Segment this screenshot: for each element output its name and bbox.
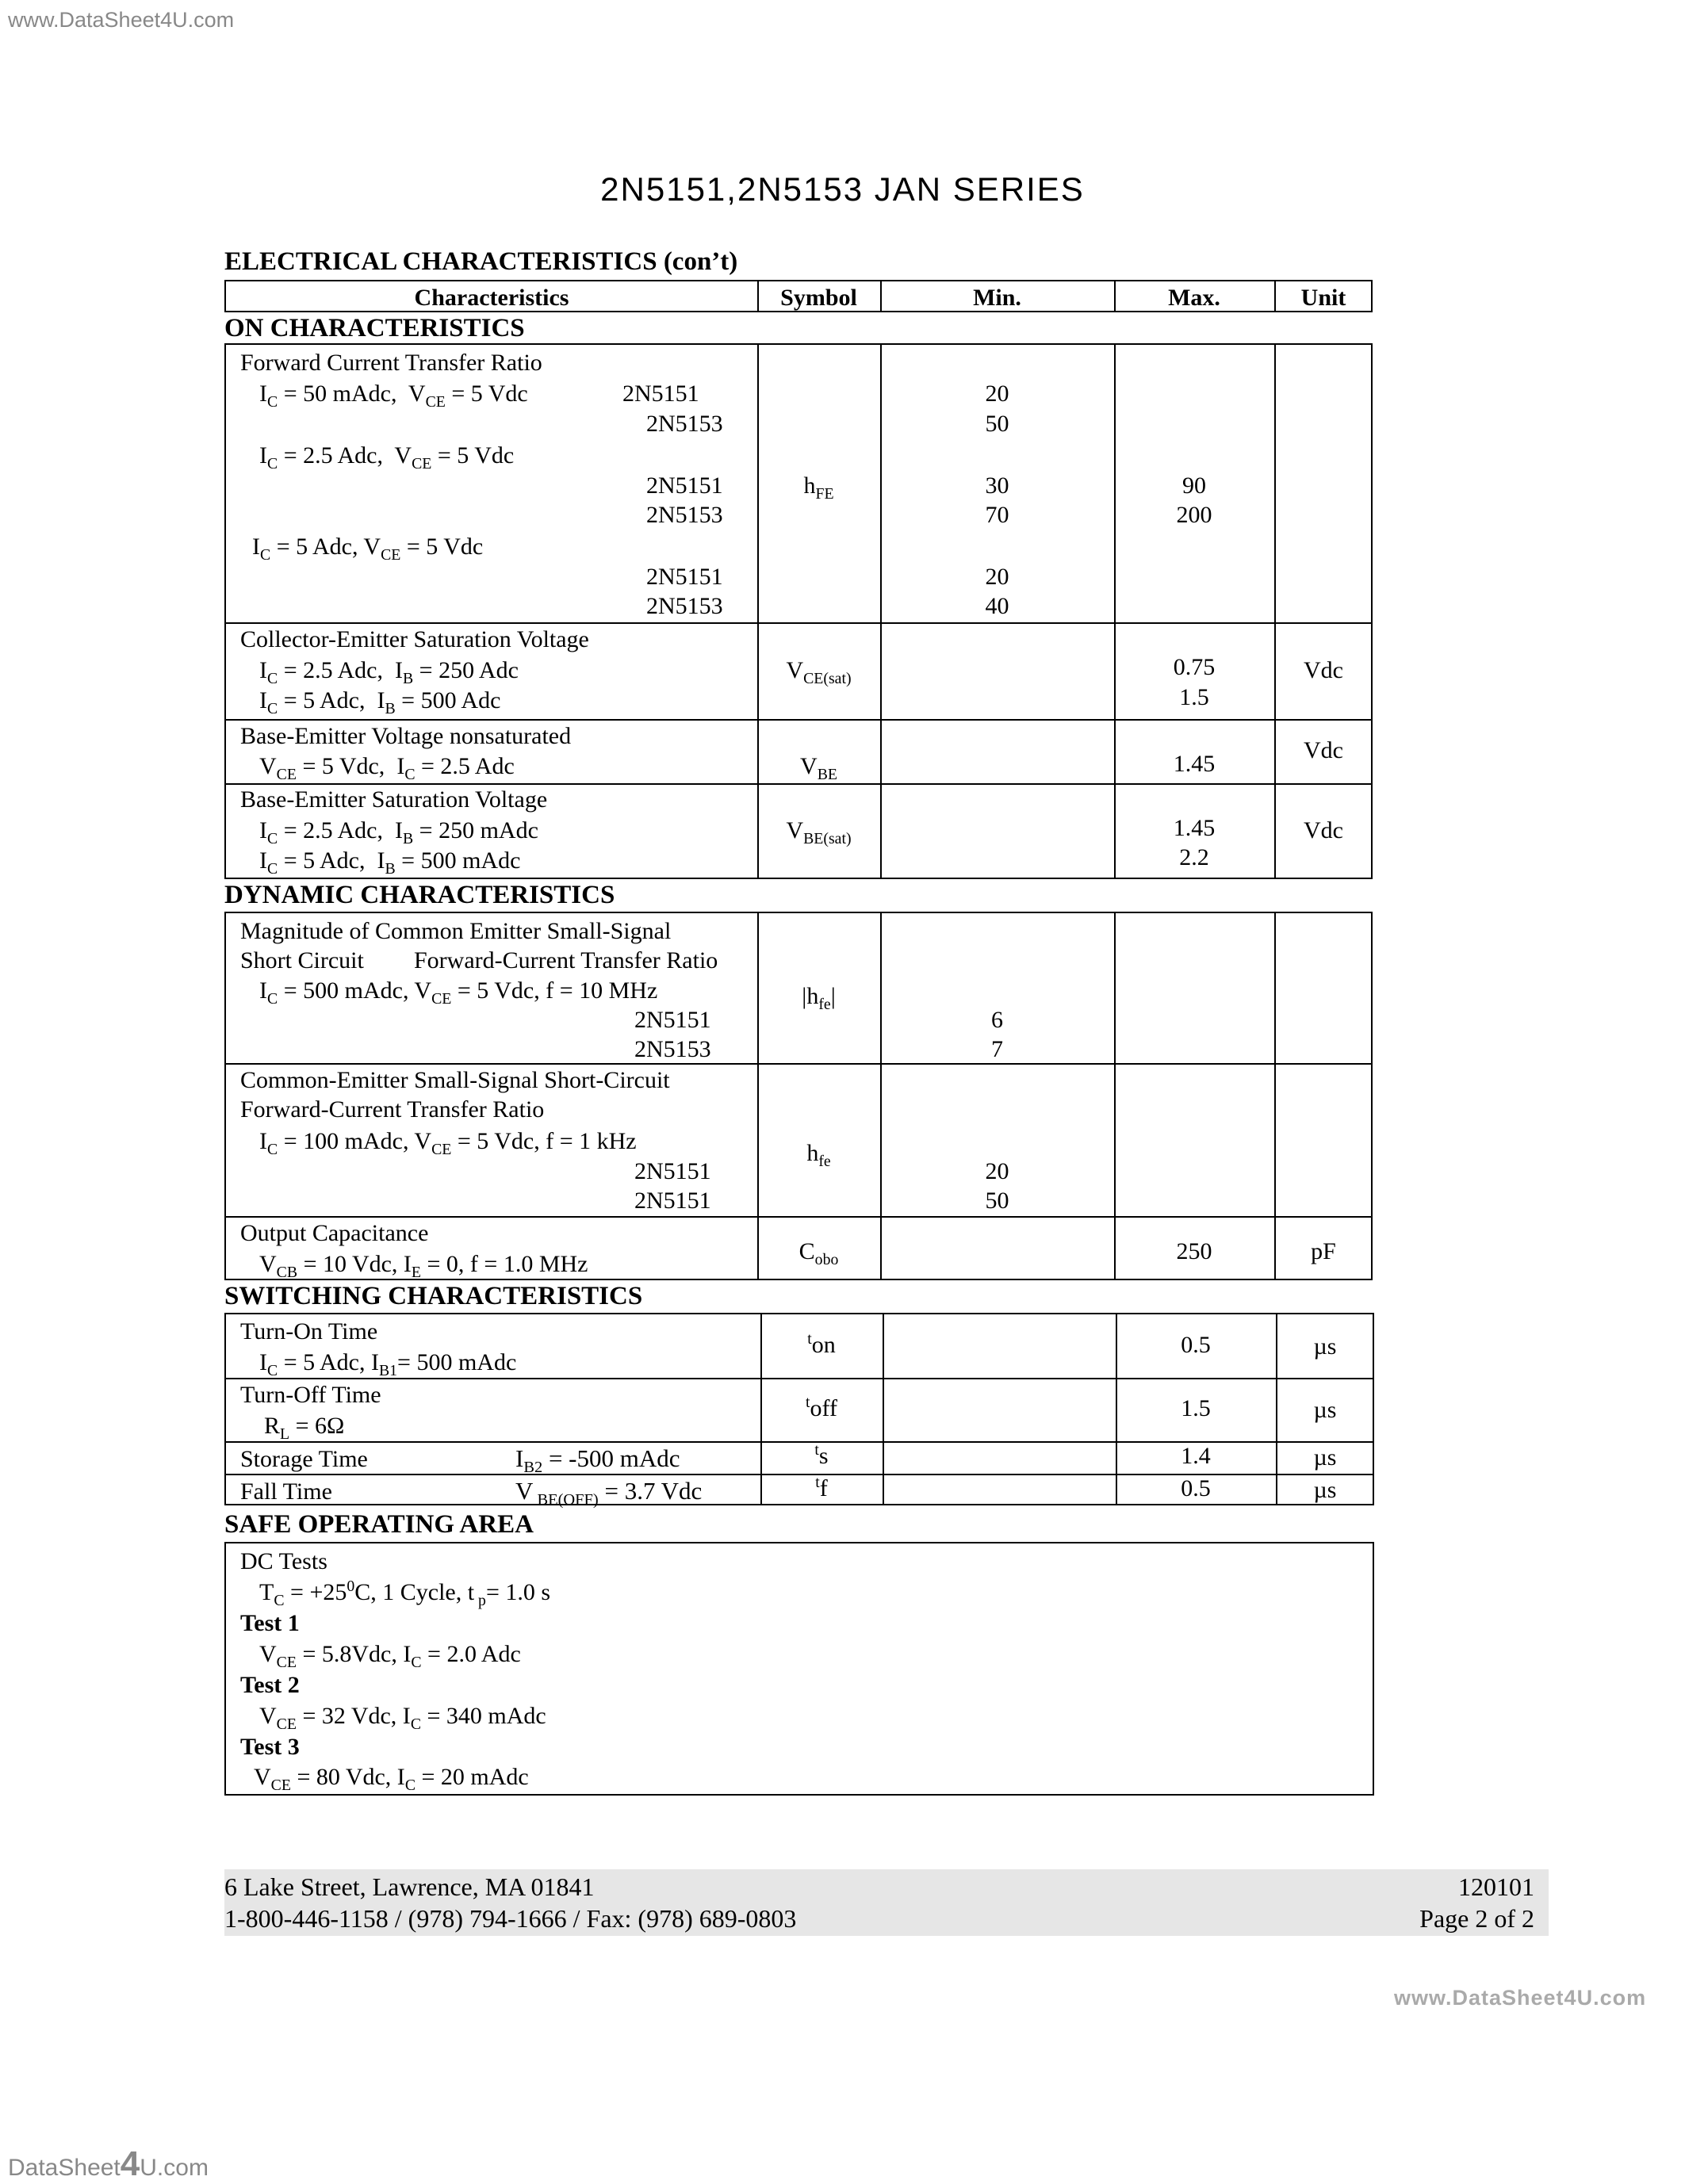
hfe-mag-part-2: 2N5153: [634, 1036, 711, 1062]
soa-box: [224, 1542, 1374, 1796]
toff-symbol: $^t$off: [806, 1394, 837, 1421]
cobo-unit: pF: [1311, 1238, 1336, 1264]
watermark-bottom-pre: DataSheet: [8, 2155, 121, 2181]
ton-cond: $I_C = 5$ Adc, $I_{B1}= 500$ mAdc: [259, 1349, 517, 1379]
tf-label: Fall Time: [240, 1478, 332, 1505]
hfe-ss-label-2: Forward-Current Transfer Ratio: [240, 1096, 545, 1123]
section-dynamic: DYNAMIC CHARACTERISTICS: [224, 881, 615, 909]
hfe-ss-part-1: 2N5151: [634, 1158, 711, 1184]
toff-cond: $R_L = 6\Omega$: [264, 1413, 345, 1443]
vbesat-label: Base-Emitter Saturation Voltage: [240, 786, 548, 813]
ton-unit: µs: [1313, 1333, 1337, 1360]
cobo-label: Output Capacitance: [240, 1220, 429, 1246]
col-unit: Unit: [1300, 285, 1346, 311]
hfe-max-2: 200: [1176, 502, 1212, 528]
hfe-min-6: 40: [985, 593, 1009, 619]
dynamic-table: [224, 912, 1373, 1280]
vbe-unit: Vdc: [1304, 737, 1343, 763]
vcesat-cond-1: $I_C = 2.5$ Adc, $I_B = 250$ Adc: [259, 657, 519, 687]
hfe-ss-min-1: 20: [985, 1158, 1009, 1184]
switching-table: [224, 1313, 1374, 1509]
hfe-mag-label-2a: Short Circuit: [240, 947, 364, 973]
hfe-mag-label-2b: Forward-Current Transfer Ratio: [414, 947, 718, 973]
ts-max: 1.4: [1181, 1443, 1211, 1469]
soa-test1-cond: $V_{CE} = 5.8Vdc$, $I_C = 2.0$ Adc: [259, 1641, 521, 1671]
hfe-mag-label-1: Magnitude of Common Emitter Small-Signal: [240, 918, 672, 944]
col-max: Max.: [1168, 285, 1220, 311]
col-symbol: Symbol: [780, 285, 857, 311]
footer-page: Page 2 of 2: [1419, 1904, 1534, 1933]
vbesat-max-1: 1.45: [1173, 815, 1216, 841]
hfe-label: Forward Current Transfer Ratio: [240, 350, 542, 376]
hfe-min-2: 50: [985, 411, 1009, 437]
vcesat-max-1: 0.75: [1173, 654, 1216, 680]
section-soa: SAFE OPERATING AREA: [224, 1510, 534, 1539]
vbe-label: Base-Emitter Voltage nonsaturated: [240, 723, 572, 749]
cobo-max: 250: [1176, 1238, 1212, 1264]
toff-max: 1.5: [1181, 1395, 1211, 1421]
soa-dc: DC Tests: [240, 1548, 327, 1574]
watermark-bottom-post: U.com: [140, 2155, 209, 2181]
footer-address: 6 Lake Street, Lawrence, MA 01841: [224, 1872, 595, 1901]
tf-symbol: $^t$f: [815, 1474, 828, 1501]
ton-label: Turn-On Time: [240, 1318, 378, 1344]
hfe-mag-cond: $I_C = 500$ mAdc, $V_{CE} = 5$ Vdc, f = 10 MHz: [259, 977, 658, 1008]
footer-code: 120101: [1458, 1872, 1534, 1901]
col-min: Min.: [973, 285, 1021, 311]
vbesat-symbol: $V_{BE(sat)}$: [786, 817, 852, 847]
hfe-part-2: 2N5153: [646, 411, 723, 437]
hfe-mag-symbol: $|h_{fe}|$: [802, 983, 836, 1013]
cobo-symbol: $C_{obo}$: [798, 1238, 839, 1268]
vbesat-cond-2: $I_C = 5$ Adc, $I_B = 500$ mAdc: [259, 847, 521, 878]
soa-test3: Test 3: [240, 1734, 300, 1760]
tf-cond: V $_{BE(OFF)}$ = 3.7 Vdc: [515, 1477, 703, 1509]
vcesat-symbol: $V_{CE(sat)}$: [786, 657, 852, 687]
hfe-ss-label-1: Common-Emitter Small-Signal Short-Circuit: [240, 1067, 670, 1093]
soa-test1: Test 1: [240, 1610, 300, 1636]
hfe-mag-part-1: 2N5151: [634, 1007, 711, 1033]
soa-test2: Test 2: [240, 1672, 300, 1698]
hfe-min-3: 30: [985, 472, 1009, 499]
vbe-max: 1.45: [1173, 751, 1216, 777]
section-switching: SWITCHING CHARACTERISTICS: [224, 1282, 643, 1310]
ts-label: Storage Time: [240, 1446, 368, 1472]
watermark-right[interactable]: www.DataSheet4U.com: [1394, 1986, 1647, 2010]
ts-unit: µs: [1313, 1444, 1337, 1471]
hfe-ss-symbol: $h_{fe}$: [806, 1140, 831, 1170]
hfe-ss-cond: $I_C = 100$ mAdc, $V_{CE} = 5$ Vdc, f = 1 kHz: [259, 1128, 637, 1158]
ton-max: 0.5: [1181, 1332, 1211, 1358]
hfe-max-1: 90: [1182, 472, 1206, 499]
page-title: 2N5151,2N5153 JAN SERIES: [600, 170, 1085, 208]
hfe-min-4: 70: [985, 502, 1009, 528]
cobo-cond: $V_{CB} = 10$ Vdc, $I_E = 0$, f = 1.0 MHz: [259, 1251, 588, 1281]
vbe-cond: $V_{CE} = 5$ Vdc, $I_C = 2.5$ Adc: [259, 753, 515, 783]
hfe-part-1: 2N5151: [622, 381, 699, 407]
soa-test2-cond: $V_{CE} = 32$ Vdc, $I_C = 340$ mAdc: [259, 1703, 546, 1733]
ts-symbol: $^t$s: [814, 1441, 829, 1469]
hfe-min-5: 20: [985, 564, 1009, 590]
on-table: [224, 343, 1373, 879]
hfe-cond-1: $I_C = 50$ mAdc, $V_{CE} = 5$ Vdc: [259, 381, 528, 411]
tf-max: 0.5: [1181, 1475, 1211, 1501]
vbesat-cond-1: $I_C = 2.5$ Adc, $I_B = 250$ mAdc: [259, 817, 538, 847]
footer-phone: 1-800-446-1158 / (978) 794-1666 / Fax: (978) 689-0803: [224, 1904, 797, 1933]
hfe-part-5: 2N5151: [646, 564, 723, 590]
toff-unit: µs: [1313, 1397, 1337, 1423]
watermark-bottom-num: 4: [120, 2144, 140, 2183]
hfe-mag-min-2: 7: [991, 1036, 1003, 1062]
hfe-part-3: 2N5151: [646, 472, 723, 499]
vcesat-unit: Vdc: [1304, 657, 1343, 683]
ts-cond: $I_{B2} = -500$ mAdc: [515, 1444, 680, 1477]
section-on: ON CHARACTERISTICS: [224, 314, 525, 342]
hfe-symbol: $h_{FE}$: [803, 472, 834, 503]
soa-test3-cond: $V_{CE} = 80$ Vdc, $I_C = 20$ mAdc: [254, 1764, 529, 1794]
hfe-part-6: 2N5153: [646, 593, 723, 619]
hfe-ss-part-2: 2N5151: [634, 1188, 711, 1214]
watermark-top[interactable]: www.DataSheet4U.com: [8, 8, 235, 32]
toff-label: Turn-Off Time: [240, 1382, 381, 1408]
vbesat-max-2: 2.2: [1179, 844, 1209, 870]
hfe-mag-min-1: 6: [991, 1007, 1003, 1033]
col-characteristics: Characteristics: [414, 285, 569, 311]
vcesat-max-2: 1.5: [1179, 684, 1209, 710]
tf-unit: µs: [1313, 1477, 1337, 1503]
hfe-cond-3: $I_C = 5$ Adc, $V_{CE} = 5$ Vdc: [252, 534, 484, 564]
table-header: [224, 280, 1373, 312]
hfe-cond-2: $I_C = 2.5$ Adc, $V_{CE} = 5$ Vdc: [259, 442, 515, 472]
watermark-bottom[interactable]: [8, 2144, 209, 2184]
vcesat-cond-2: $I_C = 5$ Adc, $I_B = 500$ Adc: [259, 687, 501, 717]
electrical-heading: ELECTRICAL CHARACTERISTICS (con’t): [224, 247, 738, 276]
hfe-ss-min-2: 50: [985, 1188, 1009, 1214]
hfe-part-4: 2N5153: [646, 502, 723, 528]
ton-symbol: $^t$on: [807, 1330, 836, 1358]
vbesat-unit: Vdc: [1304, 817, 1343, 843]
hfe-min-1: 20: [985, 381, 1009, 407]
vcesat-label: Collector-Emitter Saturation Voltage: [240, 626, 589, 652]
soa-cond: $T_C = +25^0C$, 1 Cycle, t $_p$= 1.0 s: [259, 1578, 551, 1609]
footer: [224, 1869, 1549, 1936]
vbe-symbol: $V_{BE}$: [800, 753, 837, 783]
